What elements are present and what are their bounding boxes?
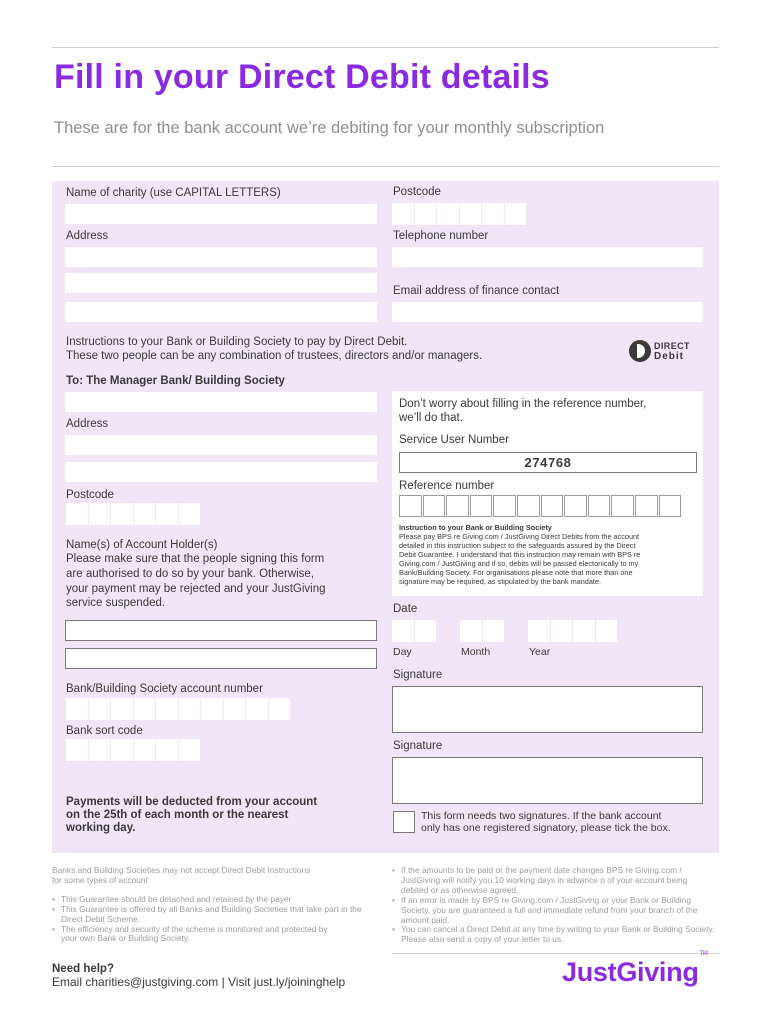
guarantee-right-item: • If the amounts to be paid or the payment date changes BPS re Giving.com / JustGiving will notify you 10 working days in advance o of your account being debited or as otherwise agreed. — [392, 866, 717, 896]
ref-box — [446, 495, 469, 517]
digit-box[interactable] — [89, 698, 111, 720]
instructions-line-2: These two people can be any combination of trustees, directors and/or managers. — [66, 350, 483, 362]
account-holders-note-3: your payment may be rejected and your JustGiving — [66, 583, 326, 595]
digit-box[interactable] — [66, 698, 88, 720]
justgiving-logo — [562, 951, 708, 988]
account-holder-input-2[interactable] — [65, 648, 377, 669]
ref-box — [564, 495, 587, 517]
digit-box[interactable] — [201, 698, 223, 720]
postcode-box[interactable] — [392, 203, 414, 225]
single-signatory-note-1: This form needs two signatures. If the bank account — [421, 810, 662, 822]
guarantee-left-item: • This Guarantee should be detached and retained by the payer — [52, 895, 382, 905]
year-box[interactable] — [528, 620, 550, 642]
digit-box[interactable] — [134, 739, 156, 761]
need-help-label: Need help? — [52, 963, 114, 975]
account-holders-note-1: Please make sure that the people signing this form — [66, 553, 325, 565]
date-day-boxes[interactable] — [392, 620, 436, 642]
ref-box — [611, 495, 634, 517]
reference-number-boxes — [399, 495, 681, 517]
bank-address-label: Address — [66, 418, 109, 430]
ref-box — [635, 495, 658, 517]
instruction-line-2: detailed in this instruction subject to the safeguards assured by the Direct — [399, 541, 636, 550]
digit-box[interactable] — [111, 739, 133, 761]
postcode-box[interactable] — [179, 503, 201, 525]
guarantee-right-item: • If an error is made by BPS re Giving.com / JustGiving or your Bank or Building Society, you are guaranteed a full and immediate refund from your branch of the amount paid. — [392, 896, 717, 926]
guarantee-left-item: • This Guarantee is offered by all Banks and Building Societies that take part in the Direct Debit Scheme. — [52, 905, 362, 925]
payments-note-1: Payments will be deducted from your account — [66, 796, 318, 808]
postcode-box[interactable] — [156, 503, 178, 525]
bank-address-input-1[interactable] — [65, 435, 377, 455]
postcode-box[interactable] — [505, 203, 527, 225]
guarantee-intro-2: for some types of account — [52, 874, 148, 885]
digit-box[interactable] — [111, 698, 133, 720]
date-day-label: Day — [393, 646, 412, 658]
ref-box — [470, 495, 493, 517]
postcode-box[interactable] — [89, 503, 111, 525]
postcode-box[interactable] — [482, 203, 504, 225]
single-signatory-checkbox[interactable] — [393, 811, 415, 833]
postcode-box[interactable] — [66, 503, 88, 525]
service-user-number: 274768 — [399, 452, 697, 473]
date-label: Date — [393, 603, 418, 615]
ref-box — [493, 495, 516, 517]
charity-postcode-label: Postcode — [393, 186, 441, 198]
date-month-label: Month — [461, 646, 491, 658]
header-divider — [52, 166, 719, 167]
postcode-box[interactable] — [437, 203, 459, 225]
account-holder-input-1[interactable] — [65, 620, 377, 641]
signature-box-1[interactable] — [392, 686, 703, 733]
service-user-label: Service User Number — [399, 434, 509, 446]
instruction-line-6: signature may be required, as stipulated by the bank mandate. — [399, 577, 602, 586]
digit-box[interactable] — [156, 698, 178, 720]
direct-debit-logo-text-1: DIRECT — [654, 341, 690, 351]
bank-name-input[interactable] — [65, 392, 377, 412]
ref-box — [541, 495, 564, 517]
justgiving-logo-text: JustGiving — [562, 957, 699, 987]
day-box[interactable] — [392, 620, 414, 642]
guarantee-left — [52, 866, 382, 944]
instructions-line-1: Instructions to your Bank or Building Society to pay by Direct Debit. — [66, 336, 408, 348]
year-box[interactable] — [573, 620, 595, 642]
signature-label-1: Signature — [393, 669, 443, 681]
bank-address-input-2[interactable] — [65, 462, 377, 482]
finance-email-label: Email address of finance contact — [393, 285, 560, 297]
top-divider — [52, 47, 719, 48]
signature-label-2: Signature — [393, 740, 443, 752]
direct-debit-icon — [629, 340, 651, 362]
year-box[interactable] — [596, 620, 618, 642]
instruction-title: Instruction to your Bank or Building Society — [399, 523, 552, 532]
ref-box — [399, 495, 422, 517]
instruction-line-1: Please pay BPS re Giving.com / JustGiving Direct Debits from the account — [399, 532, 640, 541]
digit-box[interactable] — [134, 698, 156, 720]
digit-box[interactable] — [89, 739, 111, 761]
digit-box[interactable] — [269, 698, 291, 720]
page-title: Fill in your Direct Debit details — [54, 58, 550, 96]
digit-box[interactable] — [156, 739, 178, 761]
payments-note-3: working day. — [66, 822, 136, 834]
footer-divider — [392, 953, 719, 954]
date-year-boxes[interactable] — [528, 620, 617, 642]
sort-code-label: Bank sort code — [66, 725, 143, 737]
signature-box-2[interactable] — [392, 757, 703, 804]
date-month-boxes[interactable] — [460, 620, 504, 642]
digit-box[interactable] — [66, 739, 88, 761]
ref-box — [423, 495, 446, 517]
postcode-box[interactable] — [134, 503, 156, 525]
account-holders-label: Name(s) of Account Holder(s) — [66, 539, 218, 551]
finance-email-input[interactable] — [392, 302, 703, 322]
page-subtitle: These are for the bank account we’re debiting for your monthly subscription — [54, 119, 605, 137]
bank-postcode-label: Postcode — [66, 489, 114, 501]
telephone-input[interactable] — [392, 247, 703, 267]
account-holders-note-2: are authorised to do so by your bank. Otherwise, — [66, 568, 315, 580]
direct-debit-logo — [629, 339, 705, 363]
date-year-label: Year — [529, 646, 551, 658]
reference-number-label: Reference number — [399, 480, 495, 492]
reference-note-2: we’ll do that. — [399, 412, 463, 424]
justgiving-logo-tm: TM — [699, 951, 708, 957]
direct-debit-logo-text-2: Debit — [654, 351, 684, 362]
charity-address-label: Address — [66, 230, 109, 242]
contact-line[interactable]: Email charities@justgiving.com | Visit just.ly/joininghelp — [52, 975, 346, 989]
charity-address-input-1[interactable] — [65, 247, 377, 267]
sort-code-boxes[interactable] — [66, 739, 200, 761]
ref-box — [588, 495, 611, 517]
digit-box[interactable] — [179, 698, 201, 720]
guarantee-right-item: • You can cancel a Direct Debit at any time by writing to your Bank or Building Society. Please also send a copy of your letter to us. — [392, 925, 717, 945]
guarantee-right — [392, 866, 717, 945]
instruction-line-5: Bank/Building Society. For organisations please note that more than one — [399, 568, 633, 577]
instruction-line-3: Debit Guarantee. I understand that this instruction may remain with BPS re — [399, 550, 641, 559]
day-box[interactable] — [415, 620, 437, 642]
charity-address-input-2[interactable] — [65, 273, 377, 293]
month-box[interactable] — [483, 620, 505, 642]
month-box[interactable] — [460, 620, 482, 642]
single-signatory-note-2: only has one registered signatory, please tick the box. — [421, 822, 671, 834]
ref-box — [659, 495, 682, 517]
bank-postcode-boxes[interactable] — [66, 503, 200, 525]
telephone-label: Telephone number — [393, 230, 489, 242]
account-holders-note-4: service suspended. — [66, 597, 166, 609]
digit-box[interactable] — [179, 739, 201, 761]
account-number-boxes[interactable] — [66, 698, 290, 720]
reference-note-1: Don’t worry about filling in the reference number, — [399, 398, 647, 410]
postcode-box[interactable] — [415, 203, 437, 225]
bank-manager-label: To: The Manager Bank/ Building Society — [66, 375, 285, 387]
year-box[interactable] — [551, 620, 573, 642]
charity-name-label: Name of charity (use CAPITAL LETTERS) — [66, 187, 281, 199]
guarantee-intro-1: Banks and Building Societies may not accept Direct Debit Instructions — [52, 865, 311, 875]
ref-box — [517, 495, 540, 517]
charity-name-input[interactable] — [65, 204, 377, 224]
postcode-box[interactable] — [111, 503, 133, 525]
charity-address-input-3[interactable] — [65, 302, 377, 322]
postcode-box[interactable] — [460, 203, 482, 225]
charity-postcode-boxes[interactable] — [392, 203, 526, 225]
digit-box[interactable] — [224, 698, 246, 720]
payments-note-2: on the 25th of each month or the nearest — [66, 809, 289, 821]
digit-box[interactable] — [246, 698, 268, 720]
account-number-label: Bank/Building Society account number — [66, 683, 263, 695]
instruction-line-4: Giving.com / JustGiving and if so, debits will be passed electonically to my — [399, 559, 639, 568]
guarantee-left-item: • The efficiency and security of the scheme is monitored and protected by your own Bank or Building Society. — [52, 925, 342, 945]
